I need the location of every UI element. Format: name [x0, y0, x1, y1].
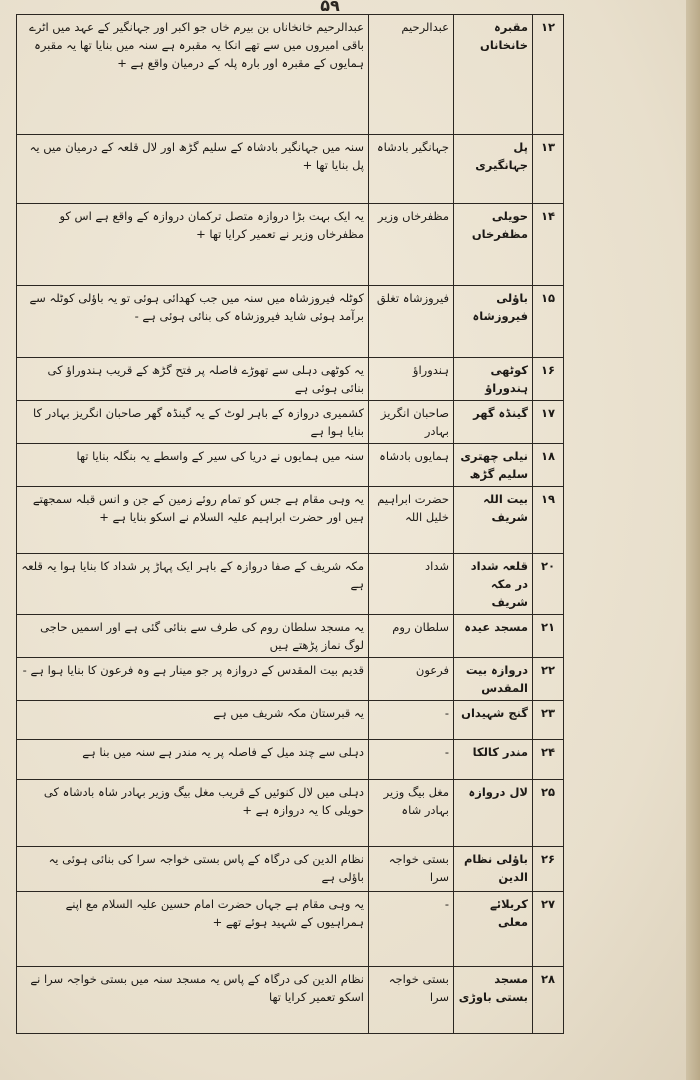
table-row: [17, 740, 564, 780]
table-row: [17, 615, 564, 658]
monument-name: مسجد عیدہ: [454, 615, 533, 658]
builder-name: جہانگیر بادشاہ: [369, 135, 454, 204]
monument-description: کوٹلہ فیروزشاہ میں سنہ میں جب کھدائی ہوئی تو یہ باؤلی کوٹلہ سے برآمد ہوئی شاید فیروزشاہ کی بنائی ہوئی ہے -: [17, 286, 369, 358]
builder-name: فرعون: [369, 658, 454, 701]
monument-description: سنہ میں ہمایوں نے دریا کی سیر کے واسطے یہ بنگلہ بنایا تھا: [17, 444, 369, 487]
table-row: [17, 286, 564, 358]
table-row: [17, 658, 564, 701]
monument-name: مندر کالکا: [454, 740, 533, 780]
table-row: [17, 135, 564, 204]
monument-description: یہ وہی مقام ہے جہاں حضرت امام حسین علیہ السلام مع اپنے ہمراہیوں کے شہید ہوئے تھے +: [17, 892, 369, 967]
monument-description: یہ ایک بہت بڑا دروازہ متصل ترکمان دروازہ کے واقع ہے اس کو مظفرخاں وزیر نے تعمیر کرایا تھا +: [17, 204, 369, 286]
table-row: [17, 847, 564, 892]
builder-name: صاحبان انگریز بہادر: [369, 401, 454, 444]
builder-name: فیروزشاہ تغلق: [369, 286, 454, 358]
row-number: ۲۸: [533, 967, 564, 1034]
monument-description: نظام الدین کی درگاہ کے پاس یہ مسجد سنہ میں بستی خواجہ سرا نے اسکو تعمیر کرایا تھا: [17, 967, 369, 1034]
monument-description: یہ کوٹھی دہلی سے تھوڑے فاصلہ پر فتح گڑھ کے قریب ہندوراؤ کی بنائی ہوئی ہے: [17, 358, 369, 401]
row-number: ۲۷: [533, 892, 564, 967]
table-row: [17, 967, 564, 1034]
monument-description: عبدالرحیم خانخاناں بن بیرم خاں جو اکبر اور جہانگیر کے عہد میں اٹرے باقی امیروں میں سے تھے انکا یہ مقبرہ ہے سنہ میں بنایا تھا یہ مقبرہ ہمایوں کے مقبرہ اور بارہ پلہ کے درمیان واقع ہے +: [17, 15, 369, 135]
row-number: ۲۴: [533, 740, 564, 780]
monument-description: یہ قبرستان مکہ شریف میں ہے: [17, 701, 369, 740]
monument-name: نیلی چھتری سلیم گڑھ: [454, 444, 533, 487]
monument-name: مقبرہ خانخاناں: [454, 15, 533, 135]
row-number: ۱۶: [533, 358, 564, 401]
table-row: [17, 15, 564, 135]
builder-name: مغل بیگ وزیر بہادر شاہ: [369, 780, 454, 847]
monument-name: گنج شہیداں: [454, 701, 533, 740]
table-row: [17, 780, 564, 847]
monument-name: بیت اللہ شریف: [454, 487, 533, 554]
monument-description: کشمیری دروازہ کے باہر لوٹ کے یہ گینڈہ گھر صاحبان انگریز بہادر کا بنایا ہوا ہے: [17, 401, 369, 444]
builder-name: ہندوراؤ: [369, 358, 454, 401]
row-number: ۲۱: [533, 615, 564, 658]
row-number: ۱۹: [533, 487, 564, 554]
builder-name: -: [369, 701, 454, 740]
builder-name: -: [369, 740, 454, 780]
row-number: ۱۸: [533, 444, 564, 487]
row-number: ۲۰: [533, 554, 564, 615]
monument-description: سنہ میں جہانگیر بادشاہ کے سلیم گڑھ اور لال قلعہ کے درمیان میں یہ پل بنایا تھا +: [17, 135, 369, 204]
row-number: ۲۲: [533, 658, 564, 701]
builder-name: -: [369, 892, 454, 967]
table-row: [17, 487, 564, 554]
monument-name: کوٹھی ہندوراؤ: [454, 358, 533, 401]
monument-description: دہلی سے چند میل کے فاصلہ پر یہ مندر ہے سنہ میں بنا ہے: [17, 740, 369, 780]
builder-name: ہمایوں بادشاہ: [369, 444, 454, 487]
table-row: [17, 701, 564, 740]
builder-name: حضرت ابراہیم خلیل اللہ: [369, 487, 454, 554]
builder-name: بستی خواجہ سرا: [369, 967, 454, 1034]
monument-name: مسجد بستی باوڑی: [454, 967, 533, 1034]
table-row: [17, 204, 564, 286]
builder-name: مظفرخاں وزیر: [369, 204, 454, 286]
row-number: ۲۵: [533, 780, 564, 847]
builder-name: بستی خواجہ سرا: [369, 847, 454, 892]
row-number: ۱۲: [533, 15, 564, 135]
monument-name: دروازہ بیت المقدس: [454, 658, 533, 701]
monument-description: یہ وہی مقام ہے جس کو تمام روئے زمین کے جن و انس قبلہ سمجھتے ہیں اور حضرت ابراہیم علیہ السلام نے اسکو بنایا ہے +: [17, 487, 369, 554]
table-row: [17, 358, 564, 401]
monument-name: باؤلی نظام الدین: [454, 847, 533, 892]
builder-name: عبدالرحیم: [369, 15, 454, 135]
builder-name: سلطان روم: [369, 615, 454, 658]
monument-description: مکہ شریف کے صفا دروازہ کے باہر ایک پہاڑ پر شداد کا بنایا ہوا یہ قلعہ ہے: [17, 554, 369, 615]
monuments-table: [16, 14, 564, 1034]
monument-name: کربلائے معلی: [454, 892, 533, 967]
row-number: ۱۳: [533, 135, 564, 204]
monument-name: پل جہانگیری: [454, 135, 533, 204]
row-number: ۲۳: [533, 701, 564, 740]
builder-name: شداد: [369, 554, 454, 615]
monument-description: دہلی میں لال کنوئیں کے قریب مغل بیگ وزیر بہادر شاہ بادشاہ کی حویلی کا یہ دروازہ ہے +: [17, 780, 369, 847]
monument-name: گینڈہ گھر: [454, 401, 533, 444]
row-number: ۱۵: [533, 286, 564, 358]
monument-name: باؤلی فیروزشاہ: [454, 286, 533, 358]
table-row: [17, 401, 564, 444]
monument-name: قلعہ شداد در مکہ شریف: [454, 554, 533, 615]
table-row: [17, 892, 564, 967]
row-number: ۱۷: [533, 401, 564, 444]
monument-description: نظام الدین کی درگاہ کے پاس بستی خواجہ سرا کی بنائی ہوئی یہ باؤلی ہے: [17, 847, 369, 892]
monument-name: لال دروازہ: [454, 780, 533, 847]
table-row: [17, 554, 564, 615]
page-number: ۵۹: [320, 0, 340, 15]
monument-name: حویلی مظفرخاں: [454, 204, 533, 286]
row-number: ۱۴: [533, 204, 564, 286]
page-edge: [686, 0, 700, 1080]
row-number: ۲۶: [533, 847, 564, 892]
monument-description: یہ مسجد سلطان روم کی طرف سے بنائی گئی ہے اور اسمیں حاجی لوگ نماز پڑھتے ہیں: [17, 615, 369, 658]
table-row: [17, 444, 564, 487]
monument-description: قدیم بیت المقدس کے دروازہ پر جو مینار ہے وہ فرعون کا بنایا ہوا ہے -: [17, 658, 369, 701]
